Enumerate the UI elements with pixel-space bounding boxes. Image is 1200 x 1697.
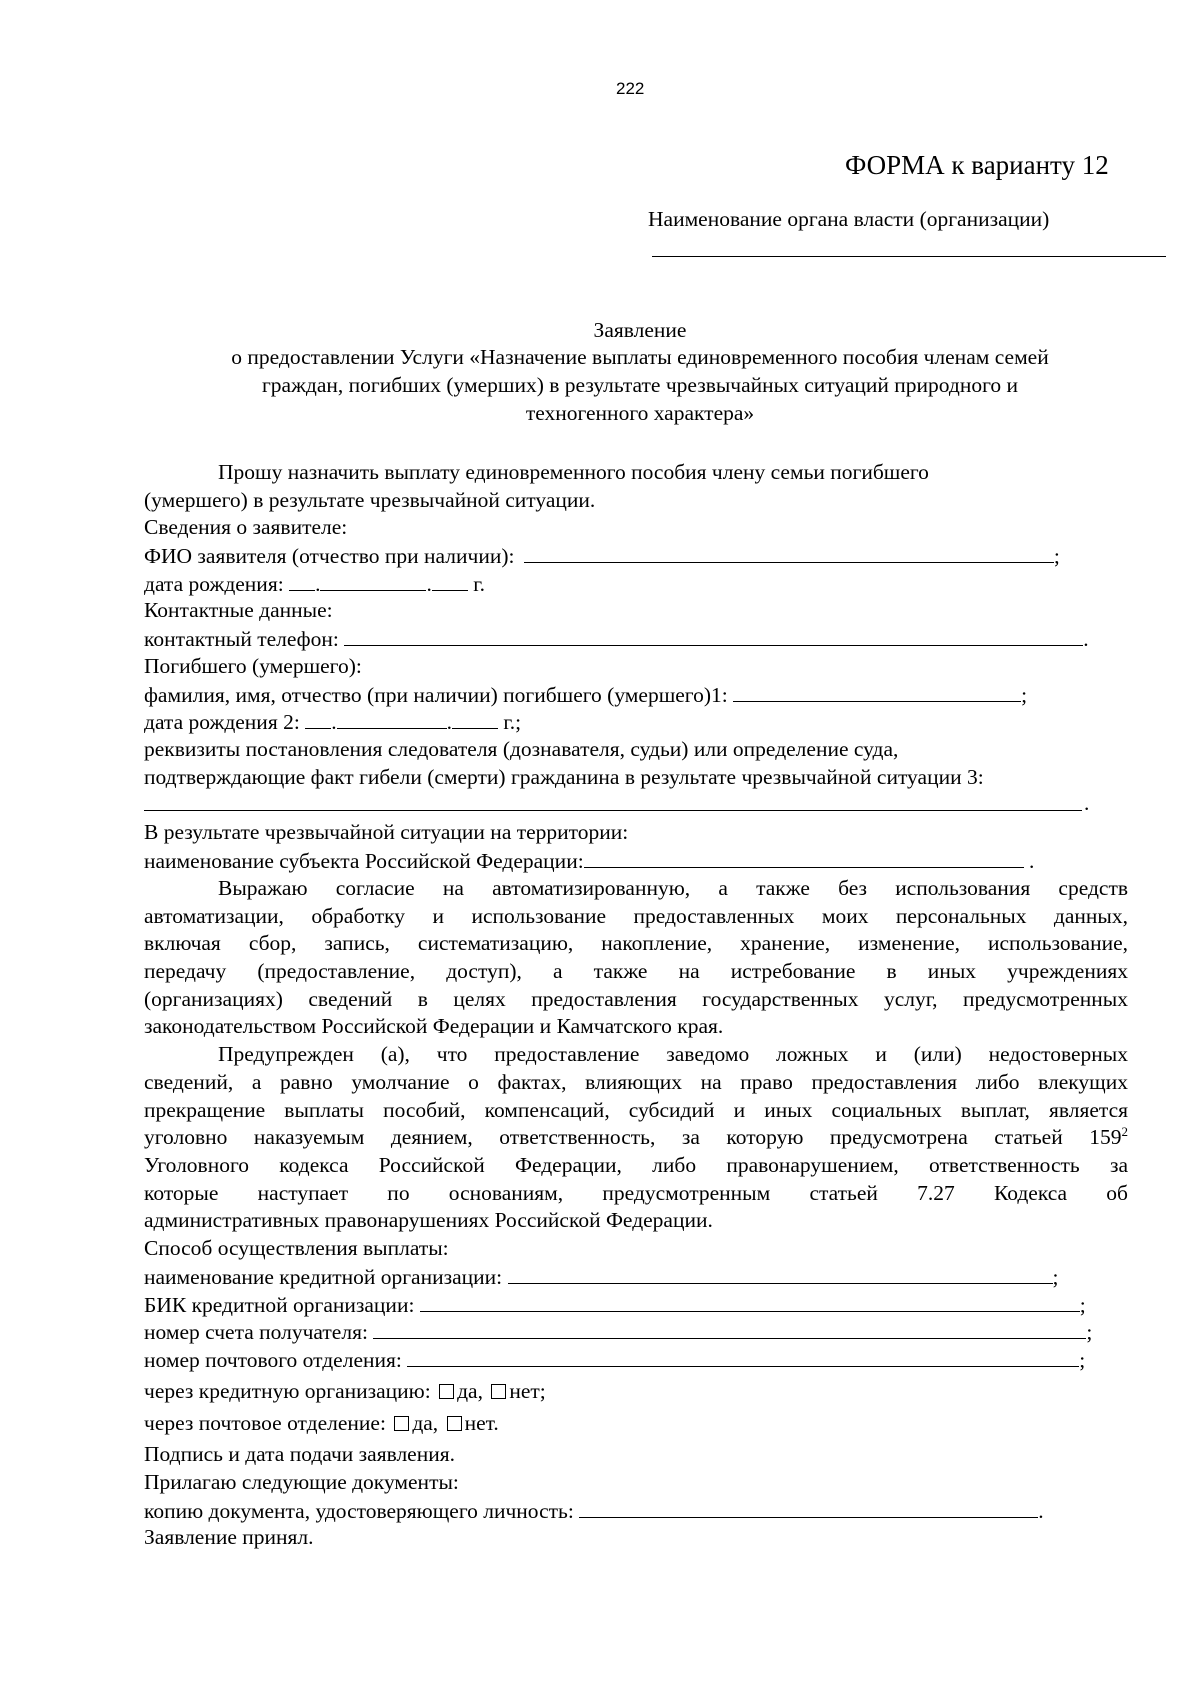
via-post-yes-label: да, [412, 1411, 439, 1435]
deceased-fio-label: фамилия, имя, отчество (при наличии) погибшего (умершего)1: [144, 683, 728, 707]
requisites-dot: . [1084, 791, 1090, 815]
via-bank-no-checkbox[interactable] [491, 1384, 506, 1399]
deceased-fio-row: фамилия, имя, отчество (при наличии) погибшего (умершего)1: ; [144, 683, 1028, 707]
applicant-fio-label: ФИО заявителя (отчество при наличии): [144, 544, 515, 568]
deceased-birth-suffix: г.; [503, 710, 522, 734]
phone-field[interactable] [344, 625, 1083, 646]
warning-line-5: Уголовного кодекса Российской Федерации, либо правонарушением, ответственность за [144, 1153, 1128, 1177]
via-post-no-label: нет. [464, 1411, 499, 1435]
id-copy-field[interactable] [579, 1497, 1038, 1518]
bank-label: наименование кредитной организации: [144, 1265, 503, 1289]
warning-line-1: Предупрежден (а), что предоставление заведомо ложных и (или) недостоверных [218, 1042, 1128, 1066]
via-bank-no-label: нет; [509, 1379, 546, 1403]
warning-line-4 [144, 1124, 1128, 1150]
id-copy-row: копию документа, удостоверяющего личность: . [144, 1499, 1044, 1523]
post-office-row: номер почтового отделения: ; [144, 1348, 1086, 1372]
authority-field[interactable] [652, 256, 1166, 257]
account-row: номер счета получателя: ; [144, 1320, 1093, 1344]
bik-label: БИК кредитной организации: [144, 1293, 415, 1317]
applicant-birth-month-field[interactable] [320, 570, 426, 591]
contacts-heading: Контактные данные: [144, 598, 333, 622]
requisites-line-1: реквизиты постановления следователя (дознавателя, судьи) или определение суда, [144, 737, 899, 761]
deceased-heading: Погибшего (умершего): [144, 654, 362, 678]
consent-line-1: Выражаю согласие на автоматизированную, а также без использования средств [218, 876, 1128, 900]
accepted-line: Заявление принял. [144, 1525, 314, 1549]
phone-label: контактный телефон: [144, 627, 339, 651]
account-label: номер счета получателя: [144, 1320, 368, 1344]
article-superscript: 2 [1121, 1123, 1128, 1139]
subject-label: наименование субъекта Российской Федерации: [144, 849, 584, 873]
request-line-2: (умершего) в результате чрезвычайной ситуации. [144, 488, 596, 512]
deceased-birth-label: дата рождения 2: [144, 710, 300, 734]
warning-line-4-text: уголовно наказуемым деянием, ответственность, за которую предусмотрена статьей 159 [144, 1125, 1122, 1149]
bank-row: наименование кредитной организации: ; [144, 1265, 1059, 1289]
payment-heading: Способ осуществления выплаты: [144, 1236, 449, 1260]
deceased-birth-month-field[interactable] [337, 708, 447, 729]
deceased-birth-row: дата рождения 2: . . г.; [144, 710, 522, 734]
page-number: 222 [616, 79, 645, 98]
applicant-birth-row: дата рождения: . . г. [144, 572, 485, 596]
deceased-fio-field[interactable] [733, 681, 1021, 702]
via-bank-yes-checkbox[interactable] [439, 1384, 454, 1399]
phone-row: контактный телефон: . [144, 627, 1089, 651]
applicant-fio-field[interactable] [524, 542, 1054, 563]
title-line-3: граждан, погибших (умерших) в результате чрезвычайных ситуаций природного и [261, 373, 1019, 397]
subject-field[interactable] [584, 847, 1024, 868]
title-heading: Заявление [593, 318, 687, 342]
consent-line-5: (организациях) сведений в целях предоставления государственных услуг, предусмотренных [144, 987, 1128, 1011]
via-post-no-checkbox[interactable] [447, 1416, 462, 1431]
applicant-birth-day-field[interactable] [289, 570, 315, 591]
signature-line: Подпись и дата подачи заявления. [144, 1442, 456, 1466]
applicant-birth-year-field[interactable] [432, 570, 468, 591]
requisites-field[interactable] [144, 810, 1082, 811]
warning-line-3: прекращение выплаты пособий, компенсаций, субсидий и иных социальных выплат, является [144, 1098, 1128, 1122]
via-post-label: через почтовое отделение: [144, 1411, 386, 1435]
warning-line-2: сведений, а равно умолчание о фактах, влияющих на право предоставления либо влекущих [144, 1070, 1128, 1094]
requisites-line-2: подтверждающие факт гибели (смерти) гражданина в результате чрезвычайной ситуации 3: [144, 765, 984, 789]
consent-line-6: законодательством Российской Федерации и Камчатского края. [144, 1014, 724, 1038]
applicant-birth-suffix: г. [473, 572, 485, 596]
warning-line-6: которые наступает по основаниям, предусмотренным статьей 7.27 Кодекса об [144, 1181, 1128, 1205]
consent-line-4: передачу (предоставление, доступ), а также на истребование в иных учреждениях [144, 959, 1128, 983]
applicant-heading: Сведения о заявителе: [144, 515, 348, 539]
territory-line-1: В результате чрезвычайной ситуации на территории: [144, 820, 629, 844]
post-office-field[interactable] [407, 1346, 1079, 1367]
deceased-birth-day-field[interactable] [305, 708, 331, 729]
bank-field[interactable] [508, 1263, 1053, 1284]
via-bank-row [144, 1378, 546, 1404]
subject-row: наименование субъекта Российской Федерации: . [144, 849, 1035, 873]
title-line-2: о предоставлении Услуги «Назначение выплаты единовременного пособия членам семей [231, 345, 1049, 369]
applicant-fio-row: ФИО заявителя (отчество при наличии): ; [144, 544, 1060, 568]
post-office-label: номер почтового отделения: [144, 1348, 402, 1372]
title-line-4: техногенного характера» [525, 401, 755, 425]
request-line-1: Прошу назначить выплату единовременного пособия члену семьи погибшего [218, 460, 929, 484]
authority-label: Наименование органа власти (организации) [648, 207, 1050, 231]
attachments-heading: Прилагаю следующие документы: [144, 1470, 459, 1494]
warning-line-7: административных правонарушениях Российской Федерации. [144, 1208, 713, 1232]
bik-row: БИК кредитной организации: ; [144, 1293, 1086, 1317]
form-header: ФОРМА к варианту 12 [845, 150, 1109, 180]
consent-line-2: автоматизации, обработку и использование предоставленных моих персональных данных, [144, 904, 1128, 928]
via-bank-yes-label: да, [457, 1379, 483, 1403]
deceased-birth-year-field[interactable] [452, 708, 498, 729]
via-bank-label: через кредитную организацию: [144, 1379, 431, 1403]
via-post-row [144, 1410, 499, 1436]
id-copy-label: копию документа, удостоверяющего личность: [144, 1499, 574, 1523]
consent-line-3: включая сбор, запись, систематизацию, накопление, хранение, изменение, использование, [144, 931, 1128, 955]
applicant-birth-label: дата рождения: [144, 572, 284, 596]
via-post-yes-checkbox[interactable] [394, 1416, 409, 1431]
bik-field[interactable] [420, 1291, 1080, 1312]
account-field[interactable] [373, 1318, 1086, 1339]
